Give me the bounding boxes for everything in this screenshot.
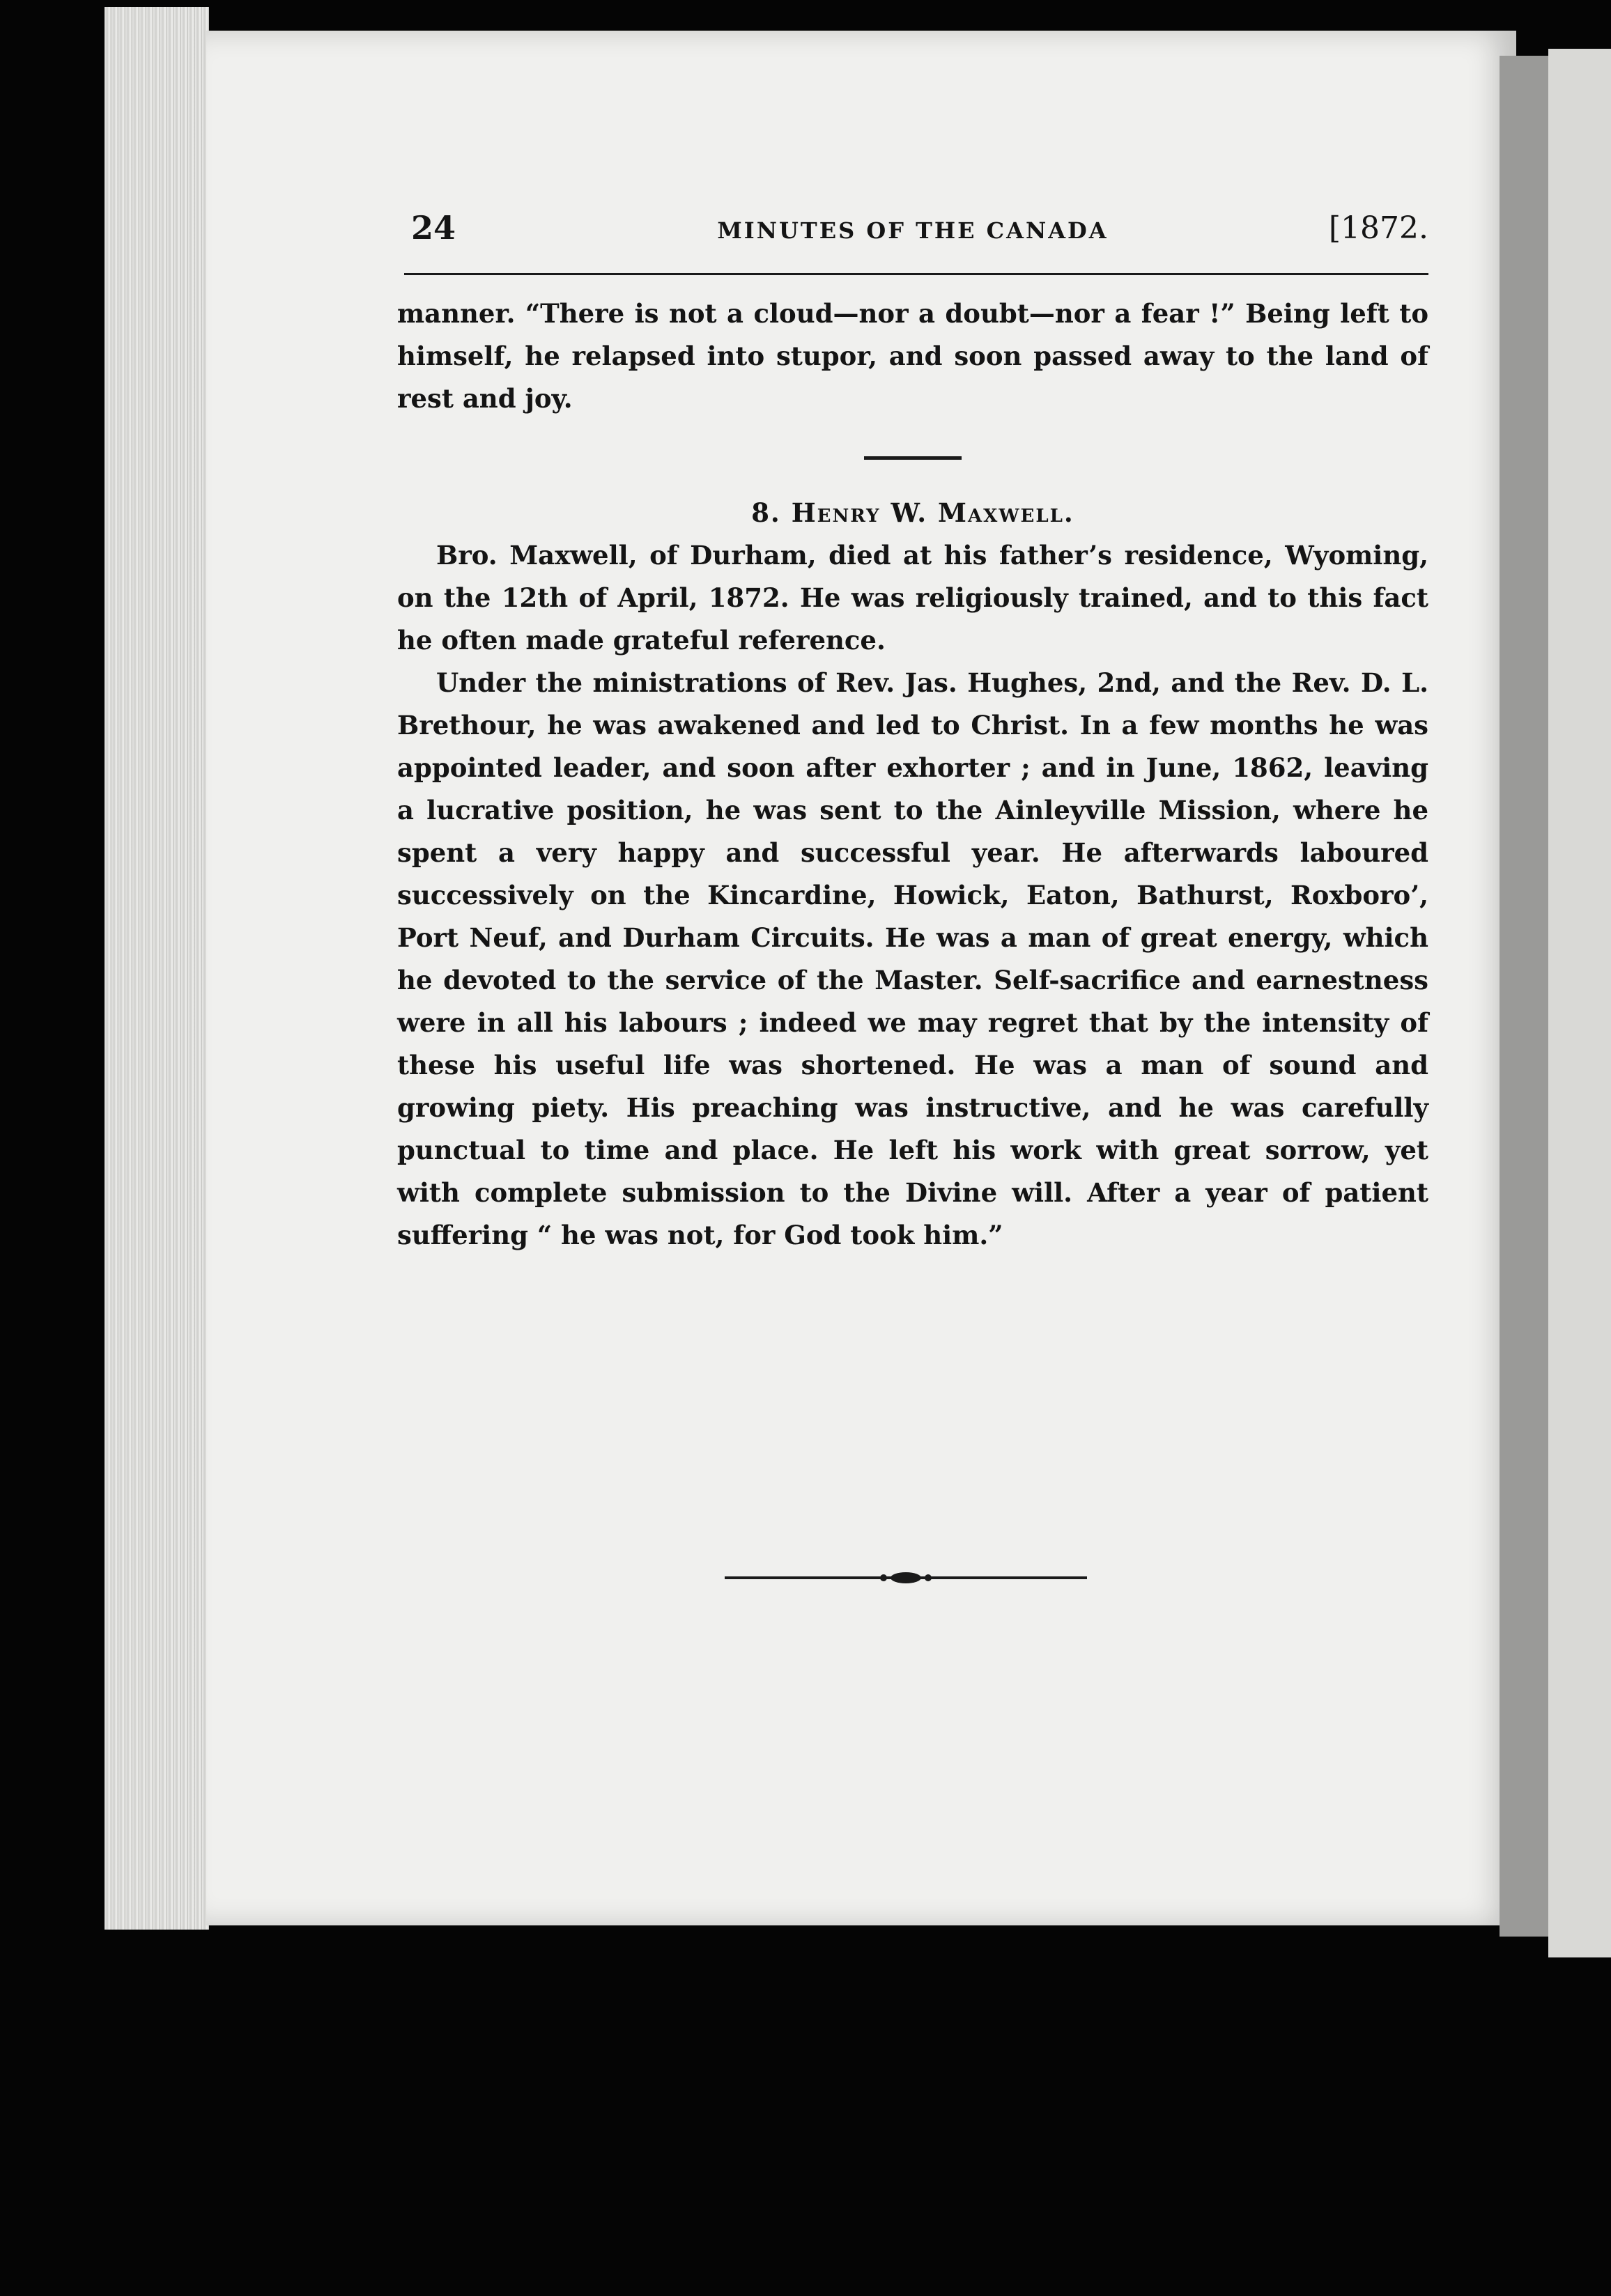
page-number: 24: [411, 209, 456, 247]
page-content: [397, 209, 1428, 1250]
running-head: MINUTES OF THE CANADA: [717, 217, 1109, 244]
end-ornament: [725, 1567, 1087, 1588]
paragraph: Under the ministrations of Rev. Jas. Hughes, 2nd, and the Rev. D. L. Brethour, he was awakened and led to Christ. In a few months he was appointed leader, and soon after exhorter ; and in June, 1862, leaving a lucrative position, he was sent to the Ainleyville Mission, where he spent a very happy and successful year. He afterwards laboured successively on the Kincardine, Howick, Eaton, Bathurst, Roxboro’, Port Neuf, and Durham Circuits. He was a man of great energy, which he devoted to the service of the Master. Self-sacrifice and earnestness were in all his labours ; indeed we may regret that by the intensity of these his useful life was shortened. He was a man of sound and growing piety. His preaching was instructive, and he was carefully punctual to time and place. He left his work with great sorrow, yet with complete submission to the Divine will. After a year of patient suffering “ he was not, for God took him.”: [397, 667, 1428, 1250]
section-heading: 8. Henry W. Maxwell.: [751, 497, 1074, 528]
page-header: [397, 209, 1428, 258]
header-rule: [404, 273, 1428, 275]
header-year: [1872.: [1328, 210, 1428, 246]
intro-paragraph: manner. “There is not a cloud—nor a doubt—nor a fear !” Being left to himself, he relapsed into stupor, and soon passed away to the land of rest and joy.: [397, 298, 1428, 414]
paragraph: Bro. Maxwell, of Durham, died at his father’s residence, Wyoming, on the 12th of April, 1872. He was religiously trained, and to this fact he often made grateful reference.: [397, 540, 1428, 656]
facing-page-edge: [1548, 49, 1611, 1957]
body-text: [397, 293, 1428, 1257]
page-edges: [105, 7, 209, 1930]
page-shadow-edge: [1500, 56, 1548, 1937]
section-divider: [864, 456, 962, 460]
